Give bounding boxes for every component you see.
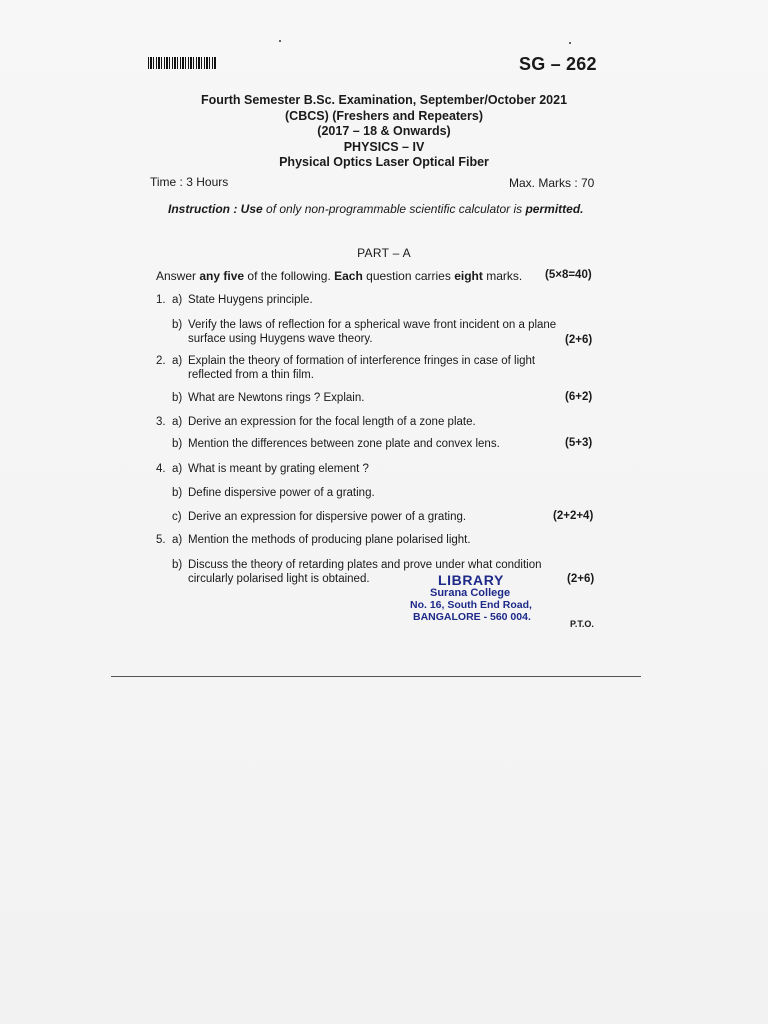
answer-instruction <box>156 269 522 283</box>
library-stamp-college: Surana College <box>430 587 511 599</box>
scan-speck <box>279 40 281 42</box>
question-part: c) <box>172 511 182 523</box>
instruction-text: of only non-programmable scientific calculator is <box>262 202 526 216</box>
barcode <box>148 57 216 69</box>
question-text: State Huygens principle. <box>188 294 313 306</box>
library-stamp-address: No. 16, South End Road, <box>410 599 532 611</box>
question-marks: (5+3) <box>565 437 593 449</box>
question-marks: (2+6) <box>567 573 595 585</box>
question-text: Explain the theory of formation of interference fringes in case of light <box>188 355 536 367</box>
answer-mid: of the following. <box>244 269 335 283</box>
library-stamp-title: LIBRARY <box>438 572 504 588</box>
question-marks: (2+2+4) <box>553 510 594 522</box>
exam-topic: Physical Optics Laser Optical Fiber <box>279 155 489 169</box>
answer-each: Each <box>334 269 363 283</box>
question-part: a) <box>172 463 183 475</box>
question-number: 5. <box>156 534 166 546</box>
question-text: Define dispersive power of a grating. <box>188 487 375 499</box>
question-part: a) <box>172 294 183 306</box>
part-heading: PART – A <box>357 246 411 260</box>
scan-speck <box>569 42 571 44</box>
question-part: a) <box>172 416 183 428</box>
question-part: b) <box>172 559 183 571</box>
question-text-cont: circularly polarised light is obtained. <box>188 573 370 585</box>
question-number: 3. <box>156 416 166 428</box>
question-part: b) <box>172 438 183 450</box>
question-part: a) <box>172 355 183 367</box>
exam-scheme: (CBCS) (Freshers and Repeaters) <box>285 108 483 123</box>
answer-mid2: question carries <box>362 269 455 283</box>
pto-label: P.T.O. <box>570 619 594 629</box>
exam-batch: (2017 – 18 & Onwards) <box>317 124 451 138</box>
question-text: Discuss the theory of retarding plates and prove under what condition <box>188 559 542 571</box>
question-text-cont: reflected from a thin film. <box>188 369 314 381</box>
question-text: What is meant by grating element ? <box>188 463 369 475</box>
library-stamp-city: BANGALORE - 560 004. <box>413 611 531 623</box>
question-text: Derive an expression for the focal length of a zone plate. <box>188 416 476 428</box>
question-marks: (2+6) <box>565 334 593 346</box>
question-text: Verify the laws of reflection for a spherical wave front incident on a plane <box>188 319 557 331</box>
question-text-cont: surface using Huygens wave theory. <box>188 333 373 345</box>
question-number: 4. <box>156 463 166 475</box>
instruction-lead: Instruction : <box>168 202 238 216</box>
question-number: 1. <box>156 294 166 306</box>
question-part: b) <box>172 319 183 331</box>
question-part: a) <box>172 534 183 546</box>
answer-eight: eight <box>454 269 483 283</box>
exam-header <box>0 93 768 171</box>
time-label: Time : 3 Hours <box>150 175 229 189</box>
instruction-permitted: permitted. <box>525 202 584 216</box>
answer-any-five: any five <box>199 269 245 283</box>
question-text: Mention the differences between zone plate and convex lens. <box>188 438 500 450</box>
instruction <box>168 202 583 216</box>
page-bottom-rule <box>111 676 641 677</box>
answer-post: marks. <box>482 269 523 283</box>
question-part: b) <box>172 392 183 404</box>
question-text: What are Newtons rings ? Explain. <box>188 392 365 404</box>
max-marks-label: Max. Marks : 70 <box>509 176 595 190</box>
exam-subject: PHYSICS – IV <box>343 139 425 154</box>
question-part: b) <box>172 487 183 499</box>
question-text: Derive an expression for dispersive power of a grating. <box>188 511 467 523</box>
instruction-use: Use <box>240 202 263 216</box>
paper-code: SG – 262 <box>519 54 597 74</box>
question-text: Mention the methods of producing plane polarised light. <box>188 534 471 546</box>
question-number: 2. <box>156 355 166 367</box>
part-marks: (5×8=40) <box>545 269 592 281</box>
question-marks: (6+2) <box>565 391 593 403</box>
exam-title: Fourth Semester B.Sc. Examination, September/October 2021 <box>200 93 568 107</box>
answer-pre: Answer <box>156 269 200 283</box>
